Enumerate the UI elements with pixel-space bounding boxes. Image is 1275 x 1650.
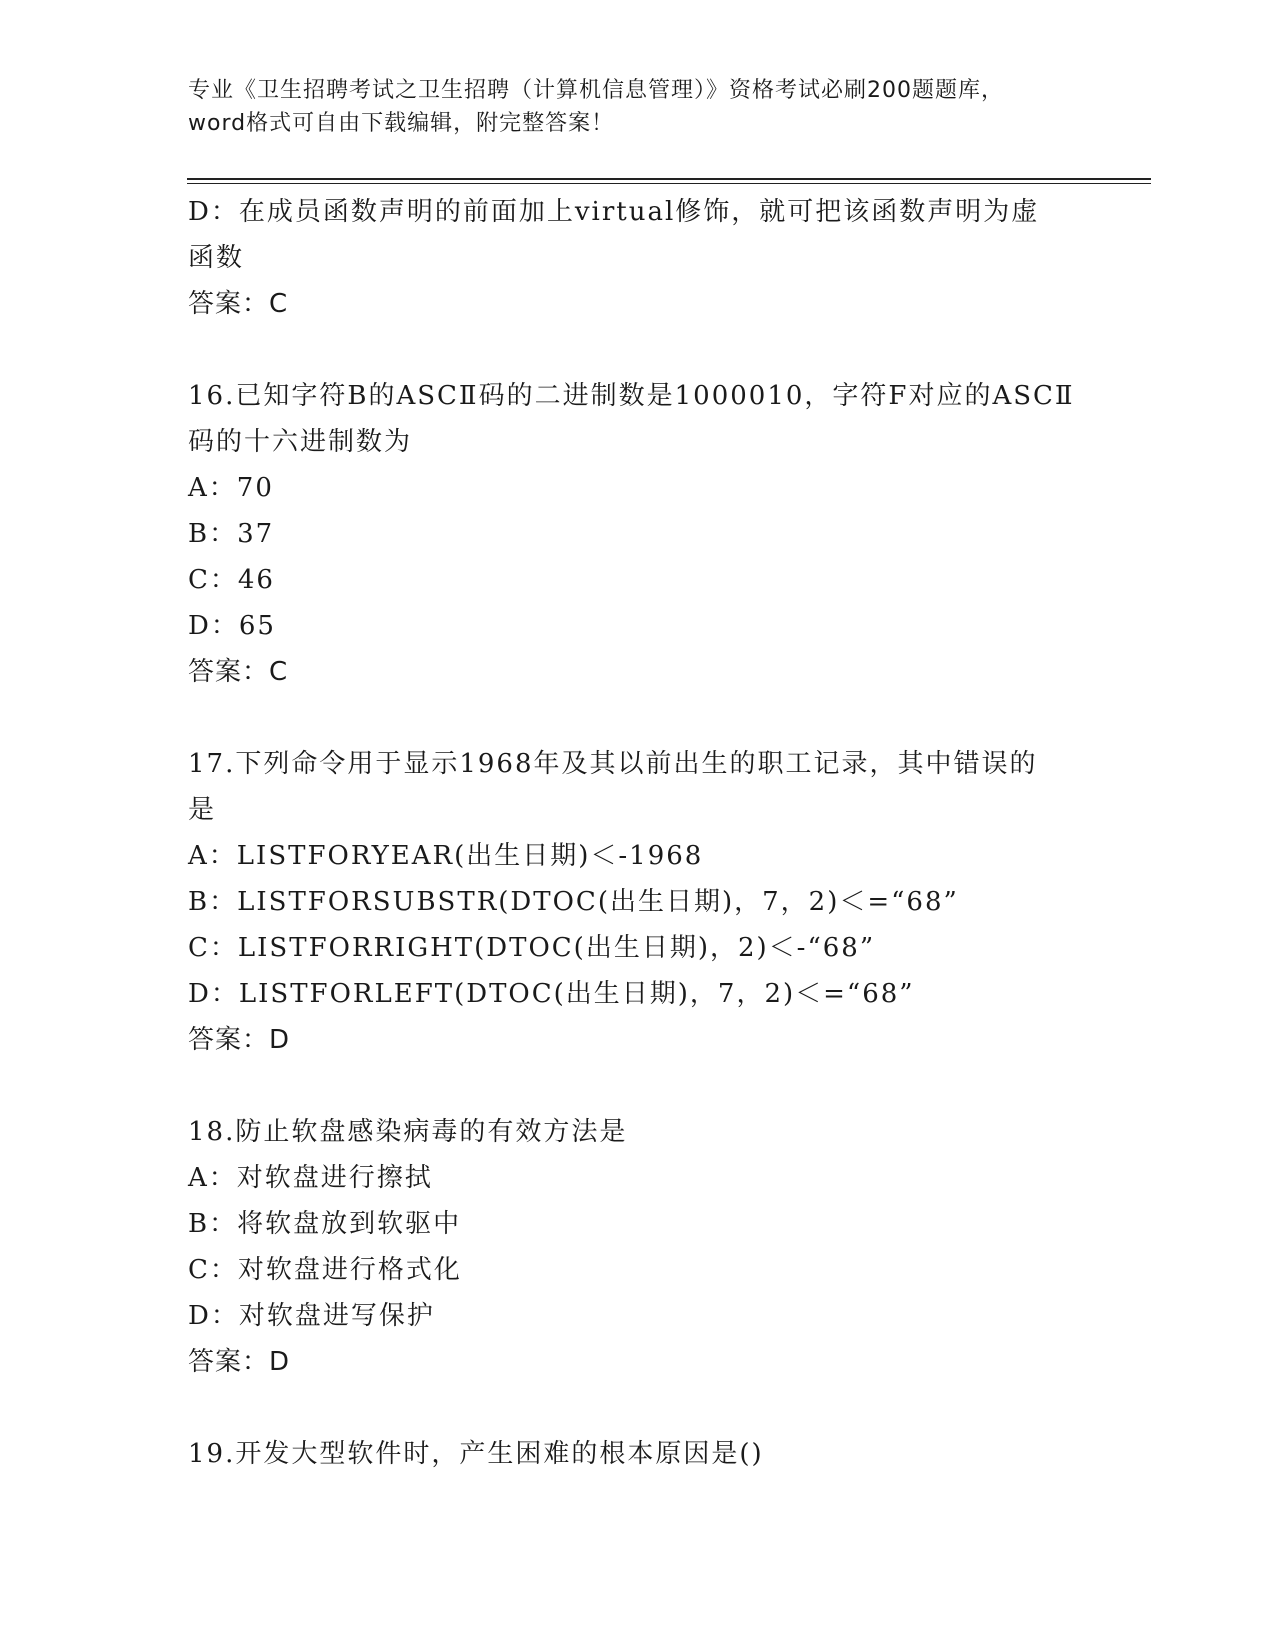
option-c: C：LISTFORRIGHT(DTOC(出生日期)，2)＜-“68” [188, 933, 876, 963]
spacer [188, 1063, 1088, 1109]
question-15-tail [188, 189, 1088, 327]
question-stem: 17.下列命令用于显示1968年及其以前出生的职工记录，其中错误的 [188, 749, 1038, 779]
question-stem: 18.防止软盘感染病毒的有效方法是 [188, 1117, 628, 1147]
option-d: D：65 [188, 611, 276, 641]
option-b: B：37 [188, 519, 275, 549]
header-title-line-1: 专业《卫生招聘考试之卫生招聘（计算机信息管理）》资格考试必刷200题题库， [188, 78, 1004, 103]
question-16 [188, 373, 1088, 695]
question-list [188, 189, 1088, 1477]
answer: 答案：C [188, 657, 289, 687]
option-d-continued: 函数 [188, 243, 245, 273]
answer: 答案：C [188, 289, 289, 319]
question-stem-continued: 码的十六进制数为 [188, 427, 413, 457]
option-a: A：对软盘进行擦拭 [188, 1163, 433, 1193]
spacer [188, 327, 1088, 373]
header-divider-thick [187, 178, 1151, 180]
option-b: B：LISTFORSUBSTR(DTOC(出生日期)，7，2)＜=“68” [188, 887, 959, 917]
document-header [188, 74, 1088, 140]
option-d: D：LISTFORLEFT(DTOC(出生日期)，7，2)＜=“68” [188, 979, 915, 1009]
question-stem: 16.已知字符B的ASCⅡ码的二进制数是1000010，字符F对应的ASCⅡ [188, 381, 1075, 411]
question-18 [188, 1109, 1088, 1385]
question-17 [188, 741, 1088, 1063]
answer: 答案：D [188, 1347, 291, 1377]
option-b: B：将软盘放到软驱中 [188, 1209, 462, 1239]
option-d: D：对软盘进写保护 [188, 1301, 435, 1331]
option-d: D：在成员函数声明的前面加上virtual修饰，就可把该函数声明为虚 [188, 197, 1040, 227]
option-c: C：对软盘进行格式化 [188, 1255, 462, 1285]
question-19 [188, 1431, 1088, 1477]
answer: 答案：D [188, 1025, 291, 1055]
spacer [188, 695, 1088, 741]
question-stem-continued: 是 [188, 795, 217, 825]
option-a: A：LISTFORYEAR(出生日期)＜-1968 [188, 841, 704, 871]
option-a: A：70 [188, 473, 274, 503]
spacer [188, 1385, 1088, 1431]
option-c: C：46 [188, 565, 275, 595]
header-title-line-2: word格式可自由下载编辑，附完整答案！ [188, 111, 615, 136]
header-divider-thin [187, 183, 1151, 184]
question-stem: 19.开发大型软件时，产生困难的根本原因是() [188, 1439, 764, 1469]
